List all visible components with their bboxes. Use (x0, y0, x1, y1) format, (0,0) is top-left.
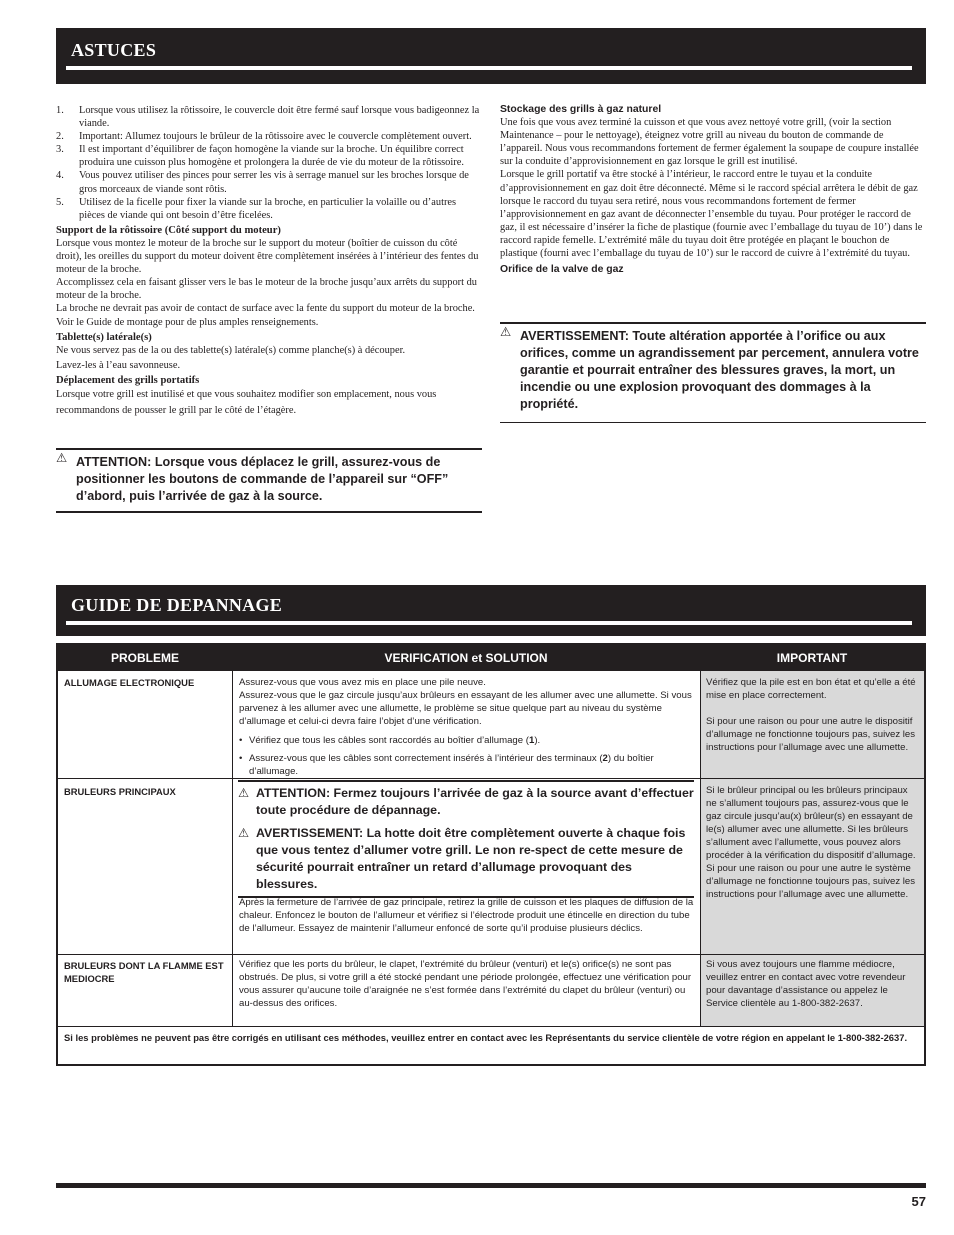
verification-flamme: Vérifiez que les ports du brûleur, le clapet, l’extrémité du brûleur (venturi) et le(s) orifice(s) ne sont pas obstrués. De plus, si votre grill a été stocké pendant une période prolongée, effectuez une vérification pour vous assurer qu’aucune toile d’araignée ne s’est formée dans l’extrémité du clapet du brûleur (venturi) ou au-dessus des orifices. (239, 959, 692, 1009)
probleme-bruleurs: BRULEURS PRINCIPAUX (64, 786, 176, 797)
tablette-heading: Tablette(s) latérale(s) (56, 331, 152, 343)
verification-allumage (239, 676, 696, 778)
astuces-right-column (500, 103, 926, 276)
list-item: 4. Vous pouvez utiliser des pinces pour serrer les vis à serrage manuel sur les broches lorsque de gros morceaux de viande sont rôtis. (56, 170, 469, 195)
section-title-guide: GUIDE DE DEPANNAGE (71, 595, 283, 615)
avertissement-orifice-notice: ⚠ AVERTISSEMENT: Toute altération apportée à l’orifice ou aux orifices, comme un agrandissement par percement, annulera votre garantie et pourrait entraîner des blessures graves, la mort, un incendie ou une explosion provoquant des dommages à la propriété. (500, 322, 926, 423)
support-paragraph: La broche ne devrait pas avoir de contact de surface avec la fente du support du moteur de la broche. Voir le Guide de montage pour de plus amples renseignements. (56, 303, 475, 328)
attention-moving-grill-notice: ⚠ ATTENTION: Lorsque vous déplacez le grill, assurez-vous de positionner les boutons de commande de l’appareil sur “OFF” d’abord, puis l’arrivée de gaz à la source. (56, 448, 482, 513)
orifice-heading: Orifice de la valve de gaz (500, 264, 624, 276)
tablette-paragraph: Lavez-les à l’eau savonneuse. (56, 359, 181, 371)
astuces-left-column (56, 104, 482, 419)
important-text: Vérifiez que la pile est en bon état et qu’elle a été mise en place correctement. (706, 677, 916, 701)
column-header-important: IMPORTANT (700, 645, 924, 671)
verification-bruleurs: Après la fermeture de l’arrivée de gaz principale, retirez la grille de cuisson et les plaques de diffusion de la chaleur. Enfoncez le bouton de l’allumeur et vérifiez si l’électrode produit une étincelle en direction du tube de l’allumeur. Essayez de maintenir l’allumeur enfoncé de sorte qu’il produise plusieurs déclics. (239, 897, 694, 934)
avertissement-hood-open-notice: ⚠ AVERTISSEMENT: La hotte doit être complètement ouverte à chaque fois que vous tentez d’allumer votre grill. Le non re-spect de cette mesure de sécurité pourrait entraîner un retard d’allumage provoquant des blessures. (238, 826, 686, 891)
stockage-heading: Stockage des grills à gaz naturel (500, 104, 662, 115)
important-text: Si pour une raison ou pour une autre le dispositif d’allumage ne fonctionne toujours pas, suivez les instructions pour l’allumage avec une allumette. (706, 716, 916, 753)
row-divider (58, 1026, 924, 1027)
page-number: 57 (911, 1194, 926, 1209)
guide-banner (56, 585, 926, 636)
warning-triangle-icon: ⚠ (238, 786, 250, 800)
troubleshooting-table (56, 643, 926, 1066)
verification-text: Assurez-vous que vous avez mis en place une pile neuve. (239, 677, 486, 688)
verification-text: Assurez-vous que le gaz circule jusqu’aux brûleurs en essayant de les allumer avec une allumette. Si vous parvenez à les allumer avec une allumette, le problème se situe quelque part au niveau du système d’allumage et celui-ci devra faire l’objet d’une vérification. (239, 690, 692, 727)
list-item: • Assurez-vous que les câbles sont correctement insérés à l’intérieur des terminaux (2) du boîtier d’allumage. (239, 753, 654, 777)
warning-triangle-icon: ⚠ (56, 451, 68, 465)
column-divider (232, 671, 233, 1027)
list-item: 2. Important: Allumez toujours le brûleur de la rôtissoire avec le couvercle complètement ouvert. (56, 131, 472, 143)
column-header-verification: VERIFICATION et SOLUTION (232, 645, 700, 671)
astuces-banner (56, 28, 926, 84)
list-item: 5. Utilisez de la ficelle pour fixer la viande sur la broche, en particulier la volaille ou d’autres pièces de viande qui ont besoin d’être ficelées. (56, 196, 457, 221)
tablette-paragraph: Ne vous servez pas de la ou des tablette(s) latérale(s) comme planche(s) à découper. (56, 344, 406, 356)
important-allumage (706, 676, 920, 754)
warning-triangle-icon: ⚠ (500, 325, 512, 339)
list-item: 1. Lorsque vous utilisez la rôtissoire, le couvercle doit être fermé sauf lorsque vous badigeonnez la viande. (56, 105, 480, 130)
banner-rule (66, 621, 912, 625)
support-paragraph: Lorsque vous montez le moteur de la broche sur le support du moteur (boîtier de cuisson du côté droit), les oreilles du support du moteur doivent être complètement insérées à l’intérieur des fentes du moteur de la broche. (56, 237, 479, 276)
probleme-allumage: ALLUMAGE ELECTRONIQUE (64, 677, 195, 688)
row-divider (58, 778, 924, 779)
warning-triangle-icon: ⚠ (238, 826, 250, 840)
probleme-flamme: BRULEURS DONT LA FLAMME EST MEDIOCRE (64, 960, 224, 984)
page-bottom-rule (56, 1183, 926, 1188)
table-footer-note: Si les problèmes ne peuvent pas être corrigés en utilisant ces méthodes, veuillez entrer en contact avec les Représentants du service clientèle de votre région en appelant le 1-800-382-2637. (64, 1032, 908, 1043)
column-header-probleme: PROBLEME (58, 645, 232, 671)
stockage-paragraph: Lorsque le grill portatif va être stocké à l’intérieur, le raccord entre le tuyau et la conduite d’approvisionnement en gaz doit être déconnecté. Même si le raccord spécial arrêtera le débit de gaz lorsque le raccord du tuyau sera retiré, nous vous recommandons fortement de fermer l’approvisionnement en gaz avant de déconnecter l’ensemble du tuyau. Pour protéger le raccord de gaz, il est nécessaire d’insérer la fiche de plastique (fournie avec l’emballage du tuyau de 10’) dans le raccord rapide femelle. L’extrémité mâle du tuyau doit être protégée en plaçant le bouchon de plastique (fourni avec l’emballage du tuyau de 10’) sur le raccord de cuivre à l’extrémité du tuyau. (500, 169, 923, 260)
row-divider (58, 954, 924, 955)
attention-gas-shutoff-notice: ⚠ ATTENTION: Fermez toujours l’arrivée de gaz à la source avant d’effectuer toute procédure de dépannage. (238, 786, 694, 817)
deplacement-heading: Déplacement des grills portatifs (56, 374, 200, 386)
section-title-astuces: ASTUCES (71, 40, 157, 60)
deplacement-paragraph: Lorsque votre grill est inutilisé et que vous souhaitez modifier son emplacement, nous vous recommandons de pousser le grill par le côté de l’étagère. (56, 388, 437, 416)
rotisserie-tips-list (56, 104, 482, 222)
banner-rule (66, 66, 912, 70)
stockage-paragraph: Une fois que vous avez terminé la cuisson et que vous avez nettoyé votre grill, (voir la section Maintenance – pour le nettoyage), éteignez votre grill au niveau du bouton de commande de l’appareil. Nous vous recommandons fortement de fermer également la soupape de coupure installée sur la conduite d’approvisionnement en gaz lorsque le grill est inutilisé. (500, 117, 919, 168)
safety-warnings-block (238, 780, 694, 898)
column-divider (700, 671, 701, 1027)
support-heading: Support de la rôtissoire (Côté support du moteur) (56, 224, 281, 236)
list-item: 3. Il est important d’équilibrer de façon homogène la viande sur la broche. Un équilibre correct produira une cuisson plus homogène et prolongera la durée de vie du moteur de la rôtissoire. (56, 144, 464, 169)
list-item: • Vérifiez que tous les câbles sont raccordés au boîtier d’allumage (1). (239, 735, 541, 746)
important-bruleurs: Si le brûleur principal ou les brûleurs principaux ne s’allument toujours pas, assurez-vous que le gaz circule jusqu’au(x) brûleur(s) en essayant de le(s) allumer avec une allumette. Si les brûleurs s’allument avec l’allumette, vous pouvez alors procéder à la vérification du dispositif d’allumage. Si pour une raison ou pour une autre le système d’allumage ne fonctionne toujours pas, suivez les instructions pour l’allumage avec une allumette. (706, 785, 916, 900)
important-flamme: Si vous avez toujours une flamme médiocre, veuillez entrer en contact avec votre revendeur pour davantage d’assistance ou appelez le Service clientèle au 1-800-382-2637. (706, 959, 906, 1009)
support-paragraph: Accomplissez cela en faisant glisser vers le bas le moteur de la broche jusqu’aux arrêts du support du moteur de la broche. (56, 277, 477, 302)
